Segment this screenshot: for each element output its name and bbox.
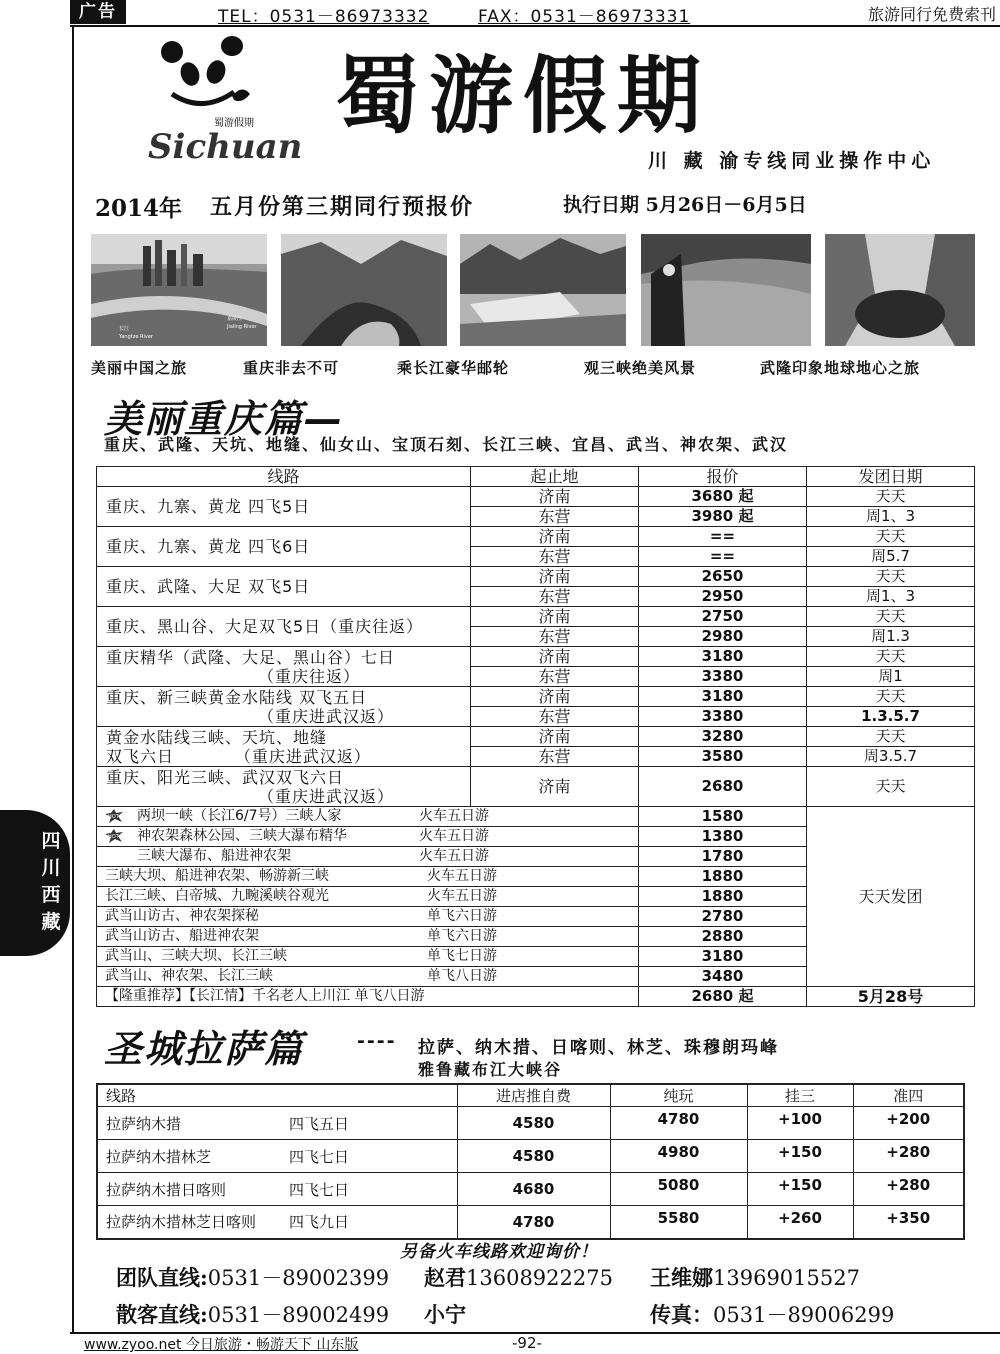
caption-1: 美丽中国之旅: [91, 359, 188, 377]
price: 3580: [639, 747, 807, 767]
team-hotline: 团队直线:0531－89002399: [116, 1265, 390, 1290]
price: 1380: [639, 827, 807, 847]
panda-ear-left-icon: [161, 41, 183, 63]
route-name: 拉萨纳木措林芝 四飞七日: [97, 1140, 457, 1173]
price: 3480: [639, 967, 807, 987]
featured-price: 2680 起: [639, 987, 807, 1007]
departure-days: 1.3.5.7: [807, 707, 975, 727]
price: 1880: [639, 887, 807, 907]
price: 2980: [639, 627, 807, 647]
shopping-price: 4580: [457, 1140, 610, 1173]
price: ==: [639, 547, 807, 567]
departure-days: 天天: [807, 727, 975, 747]
table-row: [97, 567, 975, 587]
route-name: 拉萨纳木措日喀则 四飞七日: [97, 1173, 457, 1206]
publication-slogan: 旅游同行免费索刊: [867, 5, 996, 24]
ad-tag: 广告: [70, 0, 126, 24]
panda-eye-right-icon: [203, 58, 228, 87]
route-name: 重庆、武隆、大足 双飞5日: [97, 567, 471, 607]
origin-city: 东营: [471, 507, 639, 527]
departure-days: 周1、3: [807, 587, 975, 607]
lhasa-title: 圣城拉萨篇: [104, 1027, 305, 1071]
route-name: 黄金水陆线三峡、天坑、地缝 双飞六日 （重庆进武汉返）: [97, 727, 471, 767]
svg-text:HOT: HOT: [108, 814, 119, 820]
price: 1880: [639, 867, 807, 887]
shopping-price: 4780: [457, 1206, 610, 1239]
price: 2680: [639, 767, 807, 807]
individual-hotline: 散客直线:0531－89002499: [116, 1302, 390, 1327]
price: 3280: [639, 727, 807, 747]
departure-days: 天天: [807, 487, 975, 507]
three-star-surcharge: +150: [747, 1173, 853, 1206]
table-row: [97, 527, 975, 547]
price: 3380: [639, 707, 807, 727]
brand-subtitle: 川 藏 渝专线同业操作中心: [648, 150, 936, 172]
price: 2750: [639, 607, 807, 627]
origin-city: 东营: [471, 547, 639, 567]
col-departure: 发团日期: [807, 467, 975, 487]
four-star-surcharge: +350: [853, 1206, 964, 1239]
price: 2880: [639, 927, 807, 947]
photo-three-gorges: [641, 234, 811, 346]
price: 1580: [639, 807, 807, 827]
route-name: 拉萨纳木措 四飞五日: [97, 1107, 457, 1140]
origin-city: 东营: [471, 747, 639, 767]
svg-text:嘉陵江: 嘉陵江: [227, 316, 243, 322]
lhasa-dash: ----: [357, 1030, 397, 1052]
three-star-surcharge: +100: [747, 1107, 853, 1140]
daily-departure: 天天发团: [807, 807, 975, 987]
price: 2780: [639, 907, 807, 927]
panda-eye-left-icon: [177, 60, 202, 89]
table-row: [97, 1140, 964, 1173]
origin-city: 济南: [471, 647, 639, 667]
logo-cn-text: 蜀游假期: [214, 118, 254, 129]
panda-logo: [142, 36, 303, 167]
tour-name: 武当山访古、神农架探秘 单飞六日游: [97, 907, 639, 927]
origin-city: 济南: [471, 687, 639, 707]
origin-city: 东营: [471, 587, 639, 607]
table-row: [97, 607, 975, 627]
four-star-surcharge: +200: [853, 1107, 964, 1140]
route-name: 重庆、九寨、黄龙 四飞5日: [97, 487, 471, 527]
hot-badge-icon: [105, 829, 123, 843]
hot-badge-icon: [105, 809, 123, 823]
caption-3: 乘长江豪华邮轮: [397, 359, 510, 377]
table-row: [97, 647, 975, 667]
origin-city: 济南: [471, 727, 639, 747]
table-row: [97, 1206, 964, 1239]
panda-ear-right-icon: [221, 36, 243, 56]
origin-city: 东营: [471, 667, 639, 687]
departure-days: 天天: [807, 567, 975, 587]
col-shopping: 进店推自费: [457, 1084, 610, 1107]
shopping-price: 4680: [457, 1173, 610, 1206]
tour-name: 武当山访古、船进神农架 单飞六日游: [97, 927, 639, 947]
pure-price: 4780: [610, 1107, 747, 1140]
col-route: 线路: [97, 467, 471, 487]
tour-name: 三峡大瀑布、船进神农架 火车五日游: [97, 847, 639, 867]
tour-name: 长江三峡、白帝城、九畹溪峡谷观光 火车五日游: [97, 887, 639, 907]
price: 2650: [639, 567, 807, 587]
origin-city: 东营: [471, 627, 639, 647]
table-row: [97, 487, 975, 507]
price: 3680 起: [639, 487, 807, 507]
departure-days: 周1.3: [807, 627, 975, 647]
tour-name: 三峡大坝、船进神农架、畅游新三峡 火车五日游: [97, 867, 639, 887]
region-side-tab: 四川西藏: [0, 810, 70, 956]
price: 3180: [639, 687, 807, 707]
caption-2: 重庆非去不可: [243, 359, 340, 377]
svg-text:Yangtze River: Yangtze River: [119, 334, 153, 340]
departure-days: 天天: [807, 767, 975, 807]
lhasa-subtitle-2: 雅鲁藏布江大峡谷: [418, 1060, 563, 1079]
origin-city: 济南: [471, 567, 639, 587]
price: 1780: [639, 847, 807, 867]
departure-days: 周3.5.7: [807, 747, 975, 767]
svg-text:长江: 长江: [119, 326, 130, 332]
tour-name: 武当山、神农架、长江三峡 单飞八日游: [97, 967, 639, 987]
three-star-surcharge: +150: [747, 1140, 853, 1173]
contact-zhao: 赵君13608922275: [424, 1265, 613, 1290]
caption-5: 武隆印象地球地心之旅: [760, 359, 921, 377]
origin-city: 济南: [471, 527, 639, 547]
tour-name: HOT 神农架森林公园、三峡大瀑布精华 火车五日游: [97, 827, 639, 847]
photo-chongqing-city: [91, 234, 267, 346]
tour-name: HOT 两坝一峡（长江6/7号）三峡人家 火车五日游: [97, 807, 639, 827]
featured-tour: 【隆重推荐】【长江情】千名老人上川江 单飞八日游: [97, 987, 639, 1007]
departure-days: 周1、3: [807, 507, 975, 527]
table-row: [97, 687, 975, 707]
chongqing-title: 美丽重庆篇—: [104, 397, 345, 441]
route-name: 重庆精华（武隆、大足、黑山谷）七日 （重庆往返）: [97, 647, 471, 687]
route-name: 拉萨纳木措林芝日喀则 四飞九日: [97, 1206, 457, 1239]
pure-price: 4980: [610, 1140, 747, 1173]
issue-year: 2014年: [95, 195, 183, 222]
shopping-price: 4580: [457, 1107, 610, 1140]
photo-gorge-bend: [281, 234, 447, 346]
svg-text:HOT: HOT: [108, 834, 119, 840]
pure-price: 5080: [610, 1173, 747, 1206]
contact-wang: 王维娜13969015527: [650, 1265, 860, 1290]
table-row: [97, 767, 975, 807]
departure-days: 周5.7: [807, 547, 975, 567]
departure-days: 天天: [807, 607, 975, 627]
price: 2950: [639, 587, 807, 607]
photo-dam: [460, 234, 626, 346]
price: 3180: [639, 647, 807, 667]
tour-name: 武当山、三峡大坝、长江三峡 单飞七日游: [97, 947, 639, 967]
origin-city: 济南: [471, 607, 639, 627]
website-footer[interactable]: www.zyoo.net 今日旅游・畅游天下 山东版: [84, 1337, 359, 1353]
col-origin: 起止地: [471, 467, 639, 487]
origin-city: 济南: [471, 767, 639, 807]
route-name: 重庆、阳光三峡、武汉双飞六日 （重庆进武汉返）: [97, 767, 471, 807]
route-name: 重庆、新三峡黄金水陆线 双飞五日 （重庆进武汉返）: [97, 687, 471, 727]
price: 3180: [639, 947, 807, 967]
train-inquiry-note: 另备火车线路欢迎询价！: [400, 1242, 598, 1262]
col-three-star: 挂三: [747, 1084, 853, 1107]
route-name: 重庆、黑山谷、大足双飞5日（重庆往返）: [97, 607, 471, 647]
four-star-surcharge: +280: [853, 1140, 964, 1173]
logo-en-text: Sichuan: [148, 127, 303, 167]
departure-days: 天天: [807, 527, 975, 547]
table-row: [97, 1107, 964, 1140]
contact-xiaoning: 小宁: [424, 1302, 466, 1327]
lhasa-subtitle-1: 拉萨、纳木措、日喀则、林芝、珠穆朗玛峰: [418, 1038, 779, 1058]
lhasa-price-table: [96, 1083, 965, 1240]
col-pure-play: 纯玩: [610, 1084, 747, 1107]
top-tel: TEL：0531－86973332: [218, 7, 430, 27]
caption-4: 观三峡绝美风景: [584, 359, 697, 377]
departure-days: 周1: [807, 667, 975, 687]
table-row: [97, 1173, 964, 1206]
fax-line: 传真：0531－89006299: [650, 1302, 895, 1327]
origin-city: 东营: [471, 707, 639, 727]
featured-date: 5月28号: [807, 987, 975, 1007]
price: 3380: [639, 667, 807, 687]
brand-title: 蜀游假期: [335, 46, 712, 145]
panda-smile-icon: [172, 92, 234, 104]
route-name: 重庆、九寨、黄龙 四飞6日: [97, 527, 471, 567]
table-row: [97, 807, 975, 827]
departure-days: 天天: [807, 687, 975, 707]
three-star-surcharge: +260: [747, 1206, 853, 1239]
photo-wulong-sinkhole: [825, 234, 975, 346]
page-number: -92-: [512, 1334, 542, 1352]
panda-paw-icon: [232, 89, 250, 101]
table-row: [97, 727, 975, 747]
execution-dates: 执行日期 5月26日－6月5日: [563, 194, 807, 216]
departure-days: 天天: [807, 647, 975, 667]
origin-city: 济南: [471, 487, 639, 507]
price: ==: [639, 527, 807, 547]
col-four-star: 准四: [853, 1084, 964, 1107]
issue-title: 五月份第三期同行预报价: [210, 194, 475, 220]
col-route: 线路: [97, 1084, 457, 1107]
table-row: [97, 987, 975, 1007]
col-price: 报价: [639, 467, 807, 487]
four-star-surcharge: +280: [853, 1173, 964, 1206]
top-fax: FAX：0531－86973331: [478, 7, 691, 27]
chongqing-subtitle: 重庆、武隆、天坑、地缝、仙女山、宝顶石刻、长江三峡、宜昌、武当、神农架、武汉: [104, 435, 789, 454]
svg-text:Jialing River: Jialing River: [227, 324, 257, 330]
price: 3980 起: [639, 507, 807, 527]
pure-price: 5580: [610, 1206, 747, 1239]
chongqing-price-table: [96, 466, 975, 1007]
